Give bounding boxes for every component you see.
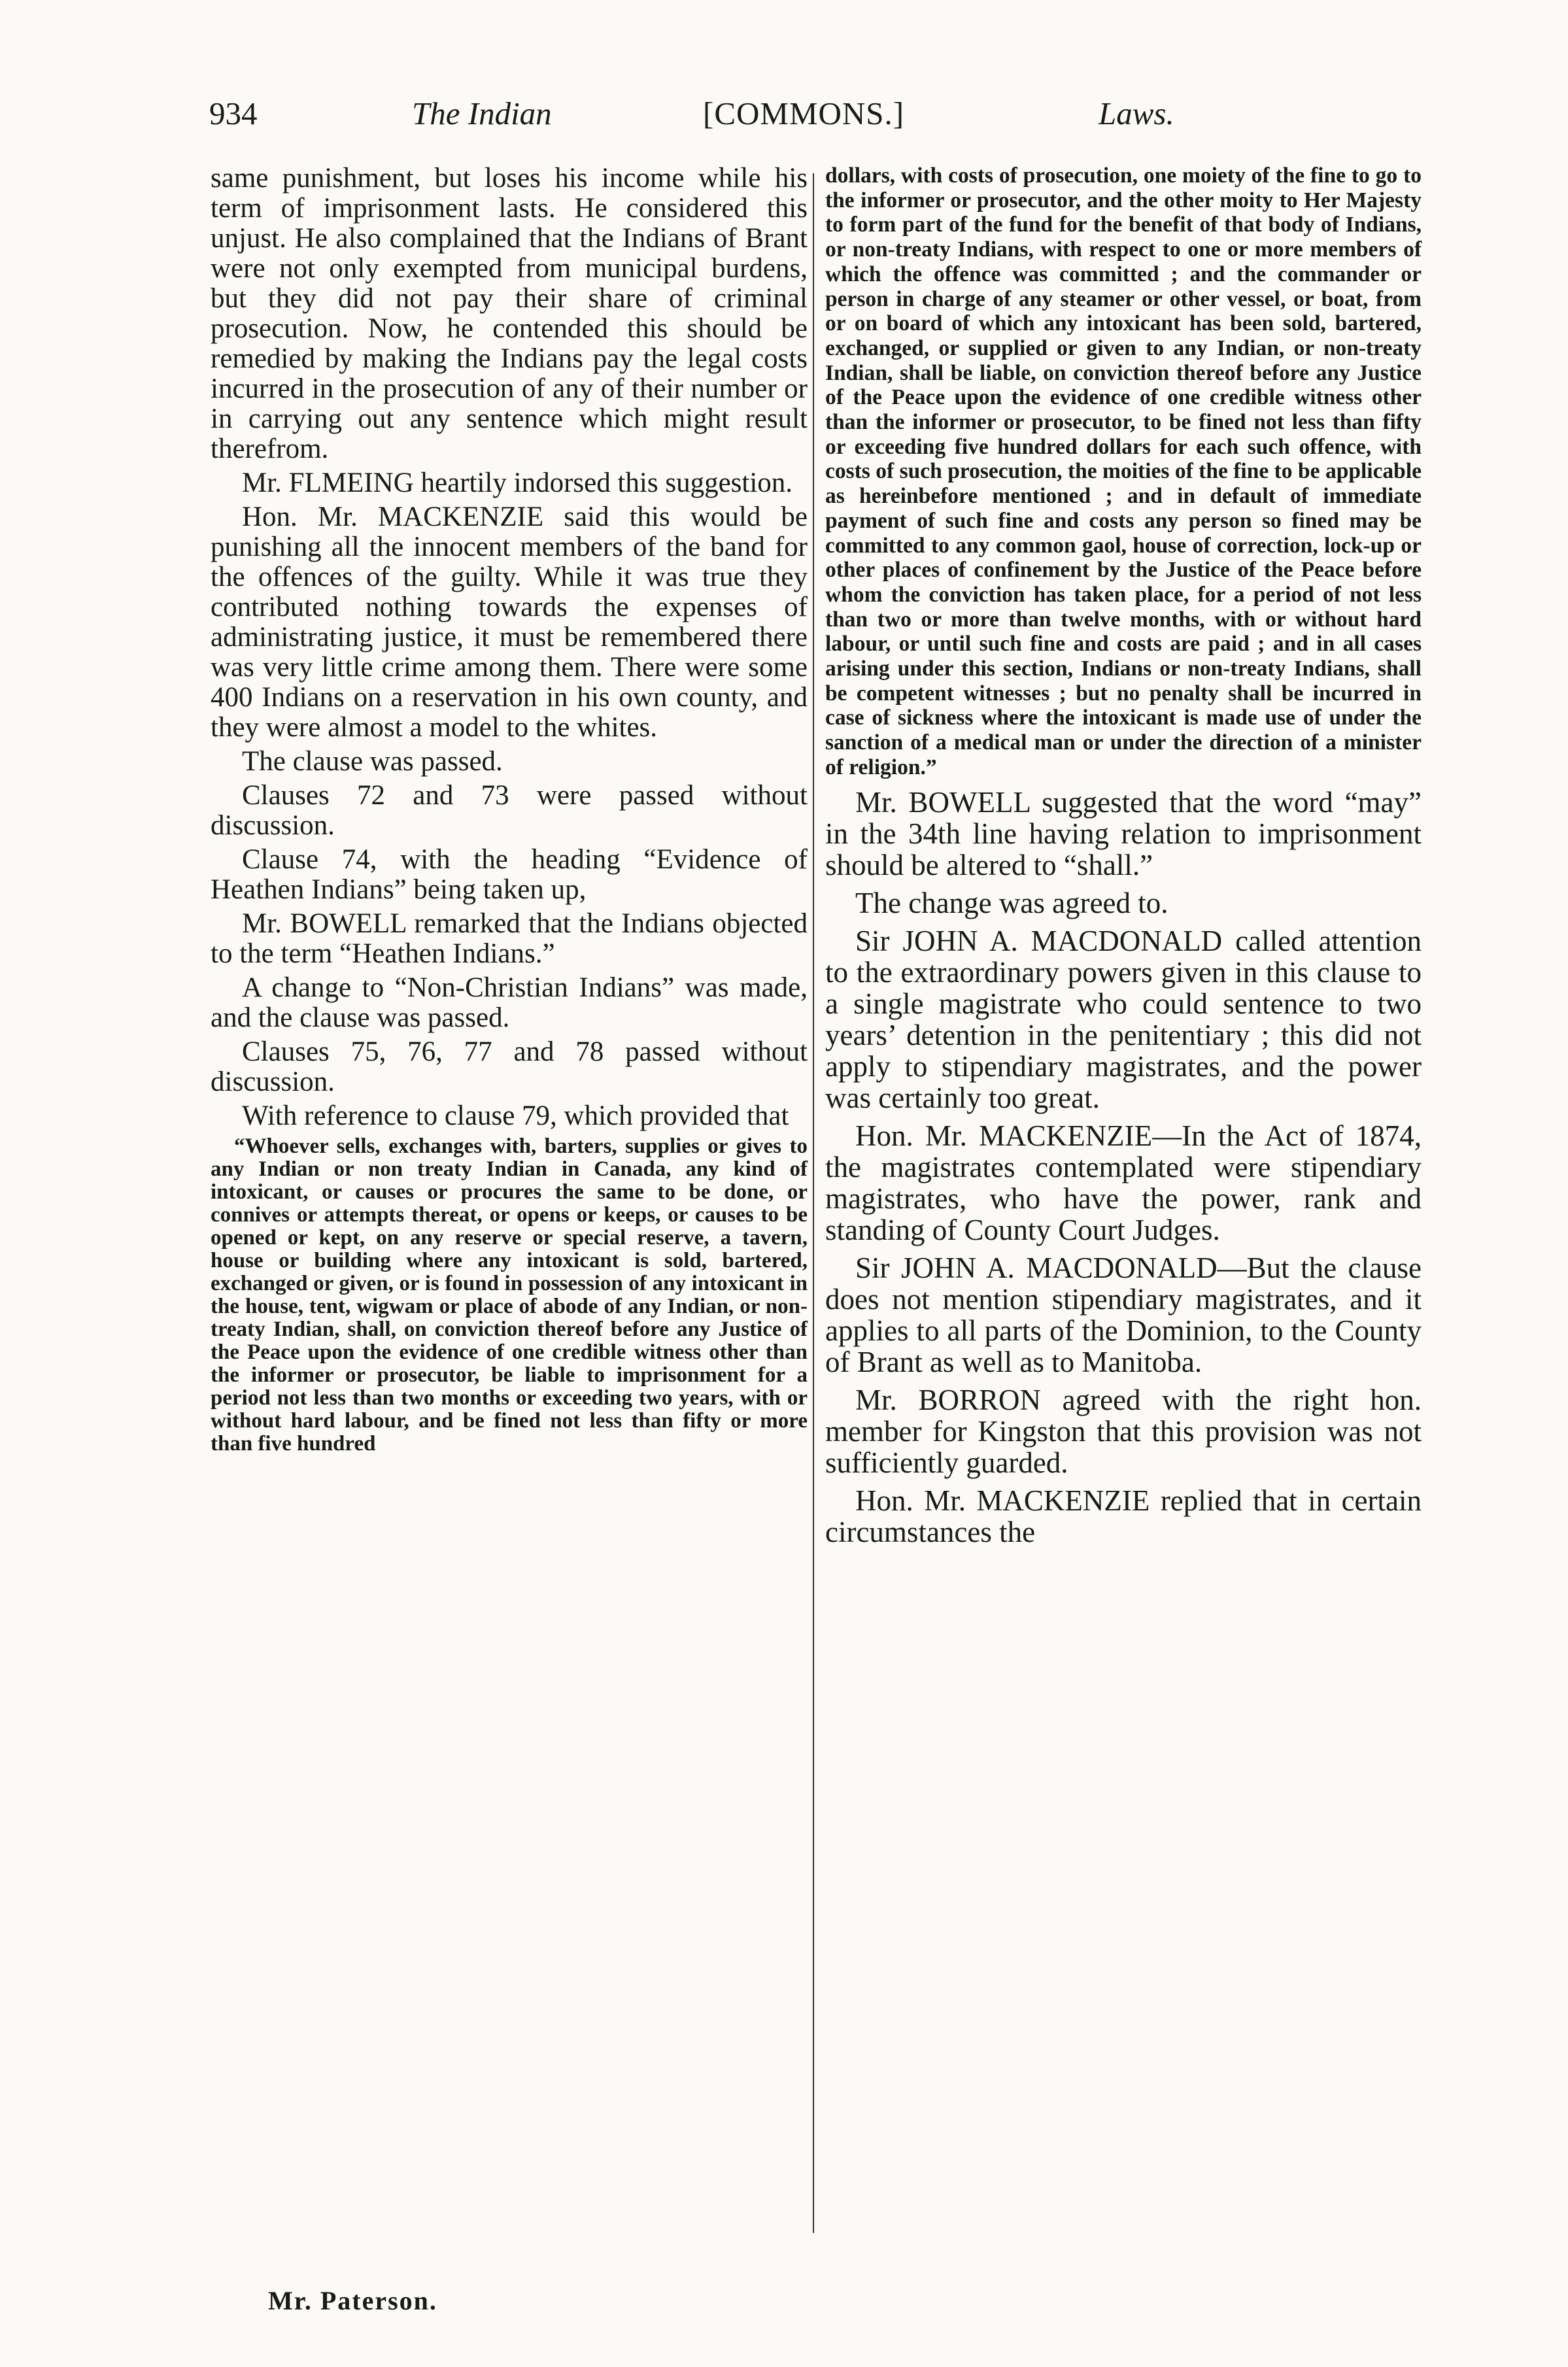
paragraph: same punishment, but loses his income while his term of imprisonment lasts. He considered this unjust. He also complained that the Indians of Brant were not only exempted from municipal burdens, but they did not pay their share of criminal prosecution. Now, he contended this should be remedied by making the Indians pay the legal costs incurred in the prosecution of any of their number or in carrying out any sentence which might result therefrom.	[211, 163, 808, 464]
paragraph: Sir JOHN A. MACDONALD called attention to the extraordinary powers given in this clause to a single magistrate who could sentence to two years’ detention in the penitentiary ; this did not apply to stipendiary magistrates, and the power was certainly too great.	[825, 924, 1422, 1114]
paragraph: Hon. Mr. MACKENZIE replied that in certain circumstances the	[825, 1484, 1422, 1548]
quoted-clause-text: dollars, with costs of prosecution, one moiety of the fine to go to the informer or prosecutor, and the other moity to Her Majesty to form part of the fund for the benefit of that body of Indians, or non-treaty Indians, with respect to one or more members of which the offence was committed ; and the commander or person in charge of any steamer or other vessel, or boat, from or on board of which any intoxicant has been sold, bartered, exchanged, or supplied or given to any Indian, or non-treaty Indian, shall be liable, on conviction thereof before any Justice of the Peace upon the evidence of one credible witness other than the informer or prosecutor, to be fined not less than fifty or exceeding five hundred dollars for each such offence, with costs of such prosecution, the moities of the fine to be applicable as hereinbefore mentioned ; and in default of immediate payment of such fine and costs any person so fined may be committed to any common gaol, house of correction, lock-up or other places of confinement by the Justice of the Peace before whom the conviction has taken place, for a period of not less than two or more than twelve months, with or without hard labour, or until such fine and costs are paid ; and in all cases arising under this section, Indians or non-treaty Indians, shall be competent witnesses ; but no penalty shall be incurred in case of sickness where the intoxicant is made use of under the sanction of a medical man or under the direction of a minister of religion.”	[825, 163, 1422, 779]
right-column	[825, 163, 1422, 1548]
paragraph: Clauses 72 and 73 were passed without discussion.	[211, 780, 808, 841]
quoted-clause	[211, 1135, 808, 1456]
section-label: [COMMONS.]	[703, 95, 905, 131]
paragraph: Clause 74, with the heading “Evidence of Heathen Indians” being taken up,	[211, 844, 808, 905]
paragraph: The change was agreed to.	[855, 886, 1168, 919]
paragraph: Hon. Mr. MACKENZIE—In the Act of 1874, the magistrates contemplated were stipendiary magistrates, who have the power, rank and standing of County Court Judges.	[825, 1119, 1422, 1246]
paragraph: A change to “Non-Christian Indians” was made, and the clause was passed.	[211, 972, 808, 1033]
paragraph: Hon. Mr. MACKENZIE said this would be punishing all the innocent members of the band for the offences of the guilty. While it was true they contributed nothing towards the expenses of administrating justice, it must be remembered there was very little crime among them. There were some 400 Indians on a reservation in his own county, and they were almost a model to the whites.	[211, 502, 808, 743]
paragraph: With reference to clause 79, which provided that	[242, 1100, 789, 1131]
page-number: 934	[209, 95, 258, 131]
quoted-clause-continued	[825, 163, 1422, 780]
quoted-clause-text: “Whoever sells, exchanges with, barters, supplies or gives to any Indian or non treaty Indian in Canada, any kind of intoxicant, or causes or procures the same to be done, or connives or attempts thereat, or opens or keeps, or causes to be opened or kept, on any reserve or special reserve, a tavern, house or building where any intoxicant is sold, bartered, exchanged or given, or is found in possession of any intoxicant in the house, tent, wigwam or place of abode of any Indian, or non-treaty Indian, shall, on conviction thereof before any Justice of the Peace upon the evidence of one credible witness other than the informer or prosecutor, be liable to imprisonment for a period not less than two months or exceeding two years, with or without hard labour, and be fined not less than fifty or more than five hundred	[211, 1134, 808, 1456]
footer-speaker: Mr. Paterson.	[268, 2286, 437, 2315]
column-divider	[813, 173, 814, 2233]
paragraph: Mr. FLMEING heartily indorsed this suggestion.	[242, 468, 793, 498]
paragraph: Mr. BOWELL remarked that the Indians objected to the term “Heathen Indians.”	[211, 908, 808, 969]
paragraph: Sir JOHN A. MACDONALD—But the clause does not mention stipendiary magistrates, and it applies to all parts of the Dominion, to the County of Brant as well as to Manitoba.	[825, 1251, 1422, 1378]
paragraph: Clauses 75, 76, 77 and 78 passed without discussion.	[211, 1036, 808, 1097]
paragraph: Mr. BORRON agreed with the right hon. member for Kingston that this provision was not sufficiently guarded.	[825, 1383, 1422, 1479]
running-title-right: Laws.	[1099, 95, 1174, 131]
running-header	[196, 95, 1406, 141]
paragraph: The clause was passed.	[242, 746, 503, 777]
paragraph: Mr. BOWELL suggested that the word “may” in the 34th line having relation to imprisonment should be altered to “shall.”	[825, 785, 1422, 881]
running-title: The Indian	[412, 95, 552, 131]
left-column	[211, 163, 808, 1456]
